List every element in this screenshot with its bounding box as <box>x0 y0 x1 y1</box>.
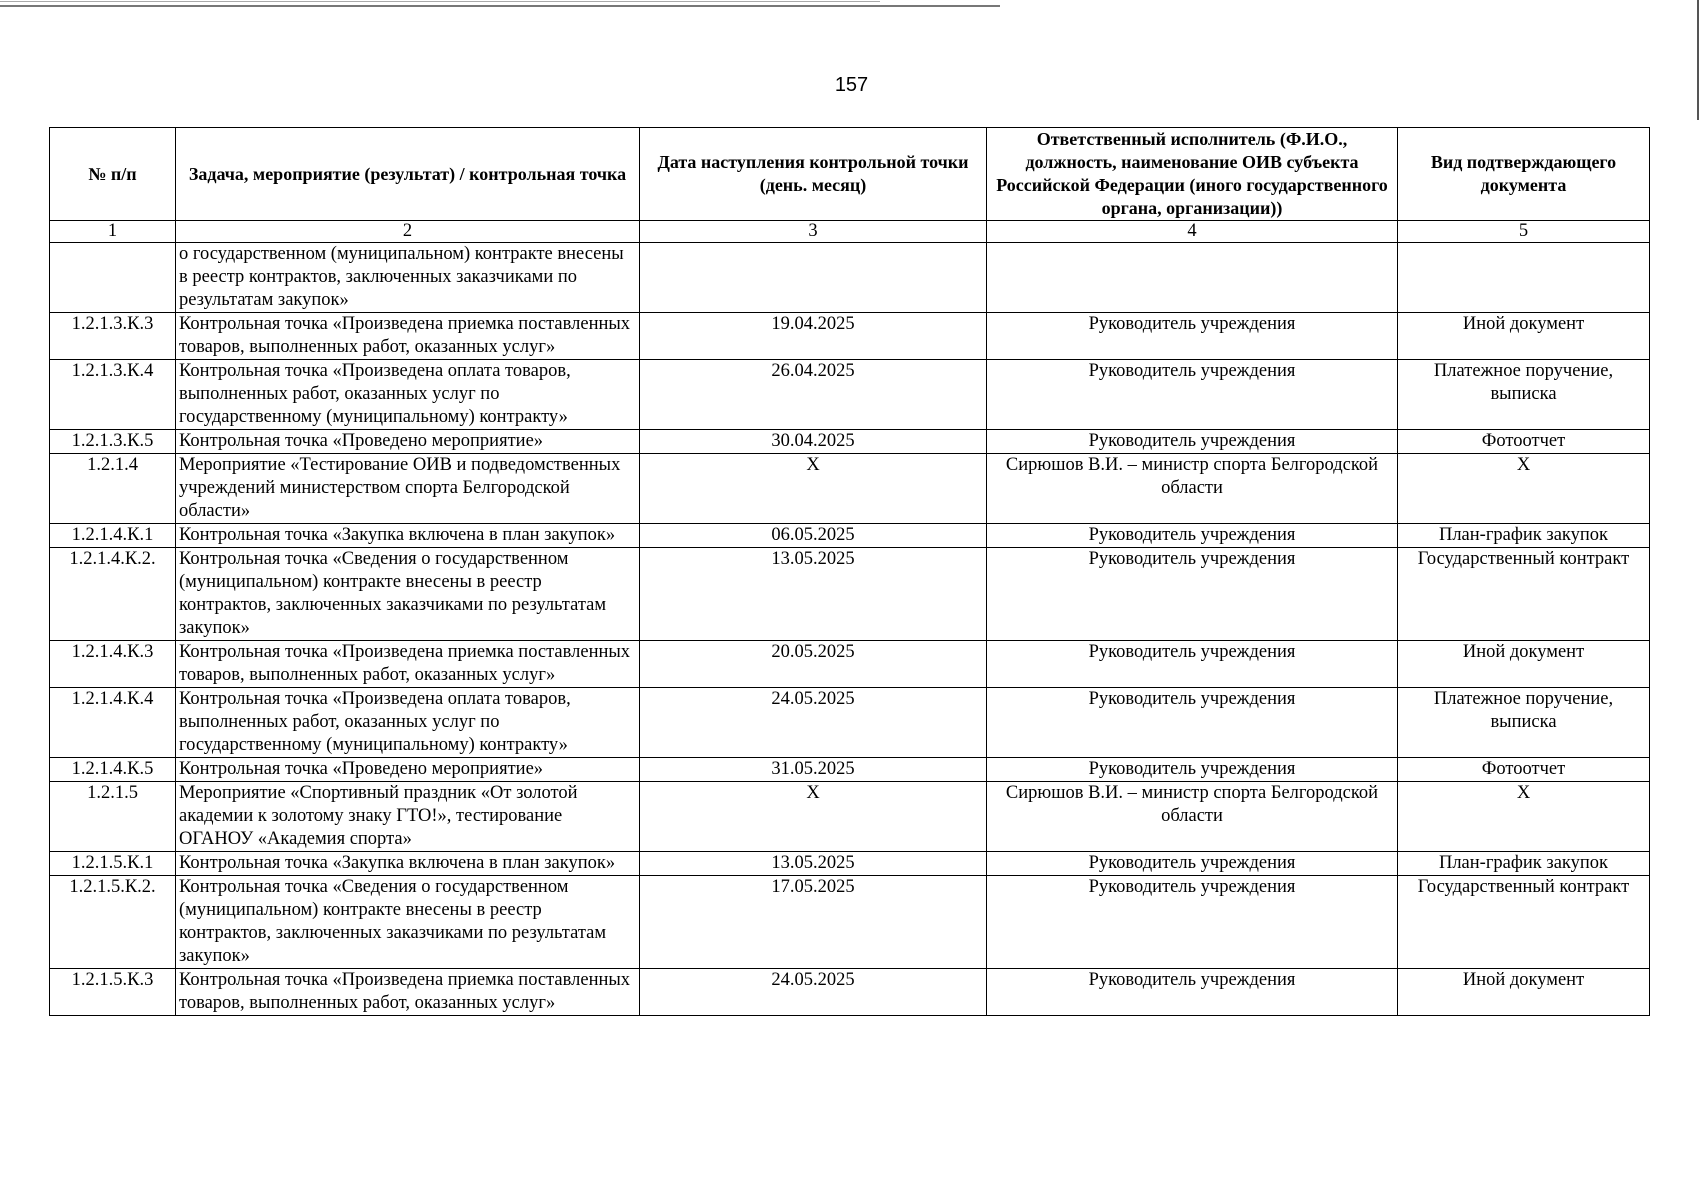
row-date: 24.05.2025 <box>640 688 987 758</box>
row-document: Платежное поручение, выписка <box>1398 360 1650 430</box>
row-document <box>1398 243 1650 313</box>
row-number: 1.2.1.4.К.1 <box>50 524 176 548</box>
row-task: о государственном (муниципальном) контракте внесены в реестр контрактов, заключенных заказчиками по результатам закупок» <box>176 243 640 313</box>
header-date: Дата наступления контрольной точки (день. месяц) <box>640 128 987 221</box>
row-document: План-график закупок <box>1398 524 1650 548</box>
row-document: План-график закупок <box>1398 852 1650 876</box>
row-responsible: Руководитель учреждения <box>987 852 1398 876</box>
row-responsible: Руководитель учреждения <box>987 360 1398 430</box>
row-date: 06.05.2025 <box>640 524 987 548</box>
row-date: 13.05.2025 <box>640 852 987 876</box>
row-document: Иной документ <box>1398 641 1650 688</box>
row-task: Контрольная точка «Произведена оплата товаров, выполненных работ, оказанных услуг по государственному (муниципальному) контракту» <box>176 360 640 430</box>
row-responsible: Руководитель учреждения <box>987 641 1398 688</box>
row-document: X <box>1398 782 1650 852</box>
row-responsible: Сирюшов В.И. – министр спорта Белгородской области <box>987 782 1398 852</box>
row-document: Платежное поручение, выписка <box>1398 688 1650 758</box>
row-task: Контрольная точка «Произведена оплата товаров, выполненных работ, оказанных услуг по государственному (муниципальному) контракту» <box>176 688 640 758</box>
scan-edge-line <box>0 1 880 2</box>
row-task: Контрольная точка «Сведения о государственном (муниципальном) контракте внесены в реестр контрактов, заключенных заказчиками по результатам закупок» <box>176 548 640 641</box>
header-responsible: Ответственный исполнитель (Ф.И.О., должность, наименование ОИВ субъекта Российской Федерации (иного государственного органа, организации)) <box>987 128 1398 221</box>
row-date: 19.04.2025 <box>640 313 987 360</box>
row-number: 1.2.1.3.К.5 <box>50 430 176 454</box>
column-number: 1 <box>50 221 176 243</box>
row-number: 1.2.1.4 <box>50 454 176 524</box>
row-document: X <box>1398 454 1650 524</box>
row-document: Иной документ <box>1398 969 1650 1016</box>
header-task: Задача, мероприятие (результат) / контрольная точка <box>176 128 640 221</box>
row-number: 1.2.1.5.К.2. <box>50 876 176 969</box>
table-row <box>50 430 1650 454</box>
page-number: 157 <box>834 74 869 96</box>
row-responsible: Руководитель учреждения <box>987 969 1398 1016</box>
header-document: Вид подтверждающего документа <box>1398 128 1650 221</box>
row-number: 1.2.1.3.К.3 <box>50 313 176 360</box>
row-responsible: Руководитель учреждения <box>987 430 1398 454</box>
row-task: Контрольная точка «Произведена приемка поставленных товаров, выполненных работ, оказанных услуг» <box>176 313 640 360</box>
table-row <box>50 876 1650 969</box>
row-number: 1.2.1.5 <box>50 782 176 852</box>
row-date: 31.05.2025 <box>640 758 987 782</box>
row-document: Государственный контракт <box>1398 876 1650 969</box>
row-number: 1.2.1.4.К.2. <box>50 548 176 641</box>
row-task: Мероприятие «Тестирование ОИВ и подведомственных учреждений министерством спорта Белгородской области» <box>176 454 640 524</box>
row-responsible: Руководитель учреждения <box>987 876 1398 969</box>
scan-edge-line <box>0 5 1000 7</box>
column-number: 2 <box>176 221 640 243</box>
row-document: Фотоотчет <box>1398 758 1650 782</box>
row-responsible: Руководитель учреждения <box>987 548 1398 641</box>
row-number: 1.2.1.3.К.4 <box>50 360 176 430</box>
row-date: 20.05.2025 <box>640 641 987 688</box>
table-row <box>50 243 1650 313</box>
row-responsible: Руководитель учреждения <box>987 758 1398 782</box>
table-row <box>50 313 1650 360</box>
table-row <box>50 360 1650 430</box>
row-task: Контрольная точка «Проведено мероприятие» <box>176 430 640 454</box>
row-task: Контрольная точка «Закупка включена в план закупок» <box>176 524 640 548</box>
row-date: 17.05.2025 <box>640 876 987 969</box>
table-row <box>50 524 1650 548</box>
row-date: 24.05.2025 <box>640 969 987 1016</box>
row-date: 26.04.2025 <box>640 360 987 430</box>
table-row <box>50 969 1650 1016</box>
table-row <box>50 548 1650 641</box>
column-number: 3 <box>640 221 987 243</box>
row-date: 13.05.2025 <box>640 548 987 641</box>
table-row <box>50 688 1650 758</box>
scan-edge-line <box>1697 0 1699 120</box>
column-numbers-row <box>50 221 1650 243</box>
row-number: 1.2.1.5.К.3 <box>50 969 176 1016</box>
row-date: X <box>640 782 987 852</box>
table-row <box>50 641 1650 688</box>
row-number: 1.2.1.4.К.3 <box>50 641 176 688</box>
row-task: Контрольная точка «Закупка включена в план закупок» <box>176 852 640 876</box>
control-points-table <box>49 127 1650 1016</box>
row-responsible: Руководитель учреждения <box>987 524 1398 548</box>
row-number <box>50 243 176 313</box>
row-task: Мероприятие «Спортивный праздник «От золотой академии к золотому знаку ГТО!», тестирование ОГАНОУ «Академия спорта» <box>176 782 640 852</box>
row-responsible: Руководитель учреждения <box>987 313 1398 360</box>
column-number: 4 <box>987 221 1398 243</box>
row-date: 30.04.2025 <box>640 430 987 454</box>
row-task: Контрольная точка «Произведена приемка поставленных товаров, выполненных работ, оказанных услуг» <box>176 641 640 688</box>
row-task: Контрольная точка «Произведена приемка поставленных товаров, выполненных работ, оказанных услуг» <box>176 969 640 1016</box>
table-header-row <box>50 128 1650 221</box>
row-number: 1.2.1.5.К.1 <box>50 852 176 876</box>
row-responsible: Руководитель учреждения <box>987 688 1398 758</box>
row-responsible <box>987 243 1398 313</box>
row-document: Иной документ <box>1398 313 1650 360</box>
table-row <box>50 782 1650 852</box>
column-number: 5 <box>1398 221 1650 243</box>
table-row <box>50 758 1650 782</box>
row-date <box>640 243 987 313</box>
header-number: № п/п <box>50 128 176 221</box>
row-number: 1.2.1.4.К.5 <box>50 758 176 782</box>
row-date: X <box>640 454 987 524</box>
row-responsible: Сирюшов В.И. – министр спорта Белгородской области <box>987 454 1398 524</box>
row-document: Государственный контракт <box>1398 548 1650 641</box>
row-task: Контрольная точка «Сведения о государственном (муниципальном) контракте внесены в реестр контрактов, заключенных заказчиками по результатам закупок» <box>176 876 640 969</box>
table-row <box>50 852 1650 876</box>
row-task: Контрольная точка «Проведено мероприятие» <box>176 758 640 782</box>
table-row <box>50 454 1650 524</box>
row-number: 1.2.1.4.К.4 <box>50 688 176 758</box>
row-document: Фотоотчет <box>1398 430 1650 454</box>
